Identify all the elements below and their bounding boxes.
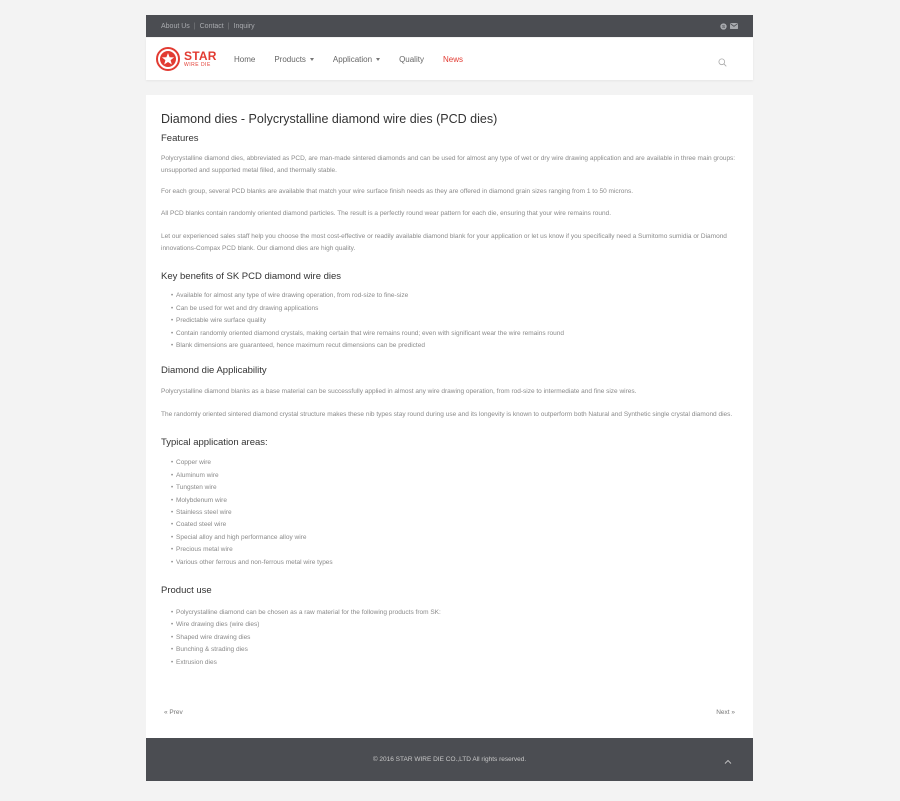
site-logo[interactable] bbox=[156, 47, 231, 71]
list-item: • Available for almost any type of wire drawing operation, from rod-size to fine-size bbox=[172, 290, 738, 302]
about-us-link[interactable]: About Us bbox=[161, 22, 190, 30]
list-item: • Various other ferrous and non-ferrous metal wire types bbox=[172, 557, 738, 569]
benefits-heading: Key benefits of SK PCD diamond wire dies bbox=[161, 271, 342, 283]
top-bar bbox=[146, 15, 753, 37]
product-use-heading: Product use bbox=[161, 584, 212, 596]
applicability-heading: Diamond die Applicability bbox=[161, 365, 267, 377]
search-icon[interactable] bbox=[718, 54, 728, 64]
features-paragraph: For each group, several PCD blanks are available that match your wire surface finish needs as they are offered in diamond grain sizes ranging from 1 to 50 microns. bbox=[161, 187, 634, 195]
copyright-text: © 2016 STAR WIRE DIE CO.,LTD All rights reserved. bbox=[372, 756, 527, 763]
applicability-paragraph: The randomly oriented sintered diamond crystal structure makes these nib types stay round during use and its longevity is known to outperform both Natural and Synthetic single crystal diamond dies. bbox=[161, 410, 733, 418]
list-item: • Shaped wire drawing dies bbox=[172, 632, 738, 644]
list-item: • Aluminum wire bbox=[172, 470, 738, 482]
main-navbar bbox=[146, 38, 753, 80]
nav-label: Application bbox=[332, 54, 373, 64]
benefits-list bbox=[161, 290, 738, 352]
brand-subtitle: WIRE DIE bbox=[184, 62, 211, 68]
article-content bbox=[146, 95, 753, 738]
nav-item-products[interactable] bbox=[274, 55, 314, 64]
brand-name: STAR bbox=[184, 49, 217, 63]
list-item: • Predictable wire surface quality bbox=[172, 315, 738, 327]
inquiry-link[interactable]: Inquiry bbox=[233, 22, 255, 30]
caret-down-icon bbox=[376, 58, 380, 61]
page-title: Diamond dies - Polycrystalline diamond wire dies (PCD dies) bbox=[161, 112, 498, 126]
features-paragraph: Let our experienced sales staff help you choose the most cost-effective or readily available diamond blank for your application or let us know if you specifically need a Sumitomo sumidia or Diamond innovations-Compax PCD blank. Our diamond dies are high quality. bbox=[161, 232, 727, 253]
nav-item-news[interactable] bbox=[443, 55, 463, 64]
list-item: • Molybdenum wire bbox=[172, 495, 738, 507]
list-item: • Special alloy and high performance alloy wire bbox=[172, 532, 738, 544]
features-paragraph: All PCD blanks contain randomly oriented diamond particles. The result is a perfectly round wear pattern for each die, ensuring that your wire remains round. bbox=[161, 210, 612, 218]
svg-text:S: S bbox=[721, 23, 725, 29]
list-item: • Can be used for wet and dry drawing applications bbox=[172, 303, 738, 315]
chevron-up-icon[interactable] bbox=[723, 754, 733, 764]
prev-link[interactable]: « Prev bbox=[164, 709, 183, 716]
nav-label: Home bbox=[234, 54, 256, 64]
top-links bbox=[161, 23, 255, 30]
list-item: • Tungsten wire bbox=[172, 482, 738, 494]
nav-item-home[interactable] bbox=[234, 55, 255, 64]
nav-item-application[interactable] bbox=[333, 55, 380, 64]
pagination bbox=[164, 709, 735, 716]
next-link[interactable]: Next » bbox=[716, 709, 735, 716]
list-item: • Copper wire bbox=[172, 457, 738, 469]
social-icons bbox=[719, 22, 738, 30]
list-item: • Precious metal wire bbox=[172, 544, 738, 556]
list-item: • Contain randomly oriented diamond crystals, making certain that wire remains round; even with significant wear the wire remains round bbox=[172, 328, 738, 340]
list-item: • Extrusion dies bbox=[172, 657, 738, 669]
features-paragraph: Polycrystalline diamond dies, abbreviated as PCD, are man-made sintered diamonds and can be used for almost any type of wet or dry wire drawing application and are available in three main groups: unsupported and supported metal filled, and thermally stable. bbox=[161, 155, 736, 175]
list-item: • Bunching & strading dies bbox=[172, 644, 738, 656]
nav-label: News bbox=[442, 54, 463, 64]
nav-label: Products bbox=[274, 54, 306, 64]
areas-heading: Typical application areas: bbox=[161, 437, 268, 449]
nav-menu bbox=[234, 55, 482, 64]
applicability-paragraph: Polycrystalline diamond blanks as a base material can be successfully applied in almost any wire drawing operation, from rod-size to intermediate and fine size wires. bbox=[161, 388, 637, 396]
list-item: • Coated steel wire bbox=[172, 519, 738, 531]
features-heading: Features bbox=[161, 133, 199, 144]
list-item: • Polycrystalline diamond can be chosen as a raw material for the following products from SK: bbox=[172, 607, 738, 619]
contact-link[interactable]: Contact bbox=[199, 22, 224, 30]
mail-icon[interactable] bbox=[730, 22, 738, 30]
caret-down-icon bbox=[310, 58, 314, 61]
site-footer bbox=[146, 738, 753, 781]
separator: | bbox=[227, 22, 230, 30]
skype-icon[interactable] bbox=[719, 22, 727, 30]
list-item: • Wire drawing dies (wire dies) bbox=[172, 619, 738, 631]
areas-list bbox=[161, 457, 738, 569]
list-item: • Blank dimensions are guaranteed, hence maximum recut dimensions can be predicted bbox=[172, 340, 738, 352]
list-item: • Stainless steel wire bbox=[172, 507, 738, 519]
star-logo-icon bbox=[156, 47, 180, 71]
nav-item-quality[interactable] bbox=[399, 55, 424, 64]
nav-label: Quality bbox=[399, 54, 424, 64]
separator: | bbox=[193, 22, 196, 30]
product-use-list bbox=[161, 607, 738, 669]
